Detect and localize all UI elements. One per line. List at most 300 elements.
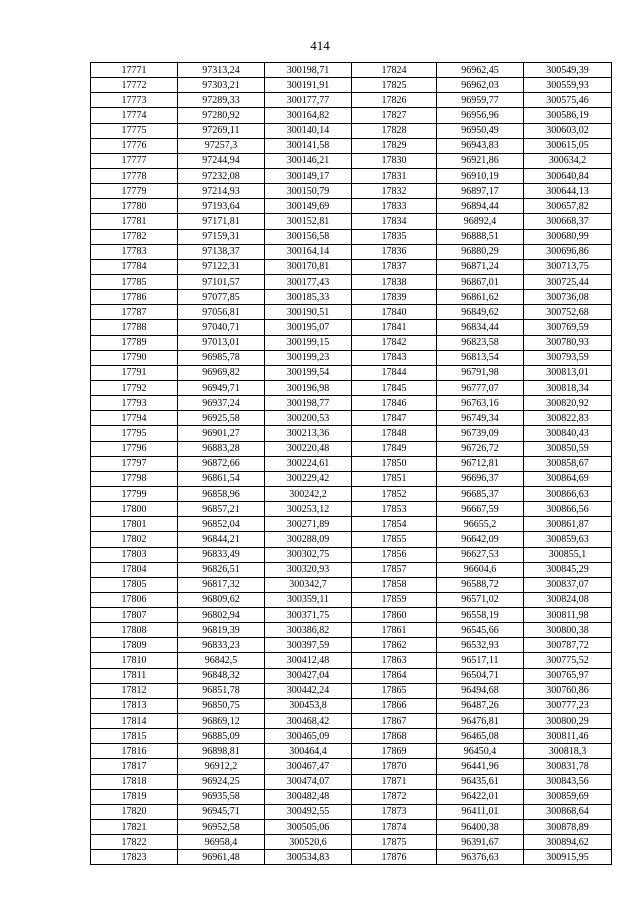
table-row xyxy=(91,486,612,501)
table-row xyxy=(91,577,612,592)
x-coordinate-cell: 96858,96 xyxy=(178,486,265,501)
point-id-cell: 17847 xyxy=(352,411,437,426)
point-id-cell: 17871 xyxy=(352,774,437,789)
x-coordinate-cell: 96850,75 xyxy=(178,698,265,713)
point-id-cell: 17790 xyxy=(91,350,178,365)
y-coordinate-cell: 300156,58 xyxy=(265,229,352,244)
x-coordinate-cell: 96400,38 xyxy=(437,820,524,835)
x-coordinate-cell: 96604,6 xyxy=(437,562,524,577)
x-coordinate-cell: 96749,34 xyxy=(437,411,524,426)
point-id-cell: 17837 xyxy=(352,259,437,274)
x-coordinate-cell: 96655,2 xyxy=(437,517,524,532)
table-row xyxy=(91,229,612,244)
point-id-cell: 17842 xyxy=(352,335,437,350)
x-coordinate-cell: 96897,17 xyxy=(437,184,524,199)
table-row xyxy=(91,820,612,835)
x-coordinate-cell: 96950,49 xyxy=(437,123,524,138)
point-id-cell: 17873 xyxy=(352,804,437,819)
point-id-cell: 17870 xyxy=(352,759,437,774)
y-coordinate-cell: 300775,52 xyxy=(524,653,612,668)
point-id-cell: 17789 xyxy=(91,335,178,350)
x-coordinate-cell: 96962,03 xyxy=(437,78,524,93)
x-coordinate-cell: 96777,07 xyxy=(437,380,524,395)
y-coordinate-cell: 300845,29 xyxy=(524,562,612,577)
table-row xyxy=(91,78,612,93)
y-coordinate-cell: 300271,89 xyxy=(265,517,352,532)
x-coordinate-cell: 96376,63 xyxy=(437,850,524,865)
y-coordinate-cell: 300191,91 xyxy=(265,78,352,93)
x-coordinate-cell: 96888,51 xyxy=(437,229,524,244)
x-coordinate-cell: 96852,04 xyxy=(178,517,265,532)
table-row xyxy=(91,63,612,78)
point-id-cell: 17807 xyxy=(91,608,178,623)
point-id-cell: 17874 xyxy=(352,820,437,835)
point-id-cell: 17862 xyxy=(352,638,437,653)
point-id-cell: 17818 xyxy=(91,774,178,789)
x-coordinate-cell: 96883,28 xyxy=(178,441,265,456)
y-coordinate-cell: 300371,75 xyxy=(265,608,352,623)
x-coordinate-cell: 96834,44 xyxy=(437,320,524,335)
y-coordinate-cell: 300359,11 xyxy=(265,592,352,607)
y-coordinate-cell: 300150,79 xyxy=(265,184,352,199)
y-coordinate-cell: 300302,75 xyxy=(265,547,352,562)
y-coordinate-cell: 300164,14 xyxy=(265,244,352,259)
y-coordinate-cell: 300696,86 xyxy=(524,244,612,259)
table-row xyxy=(91,380,612,395)
point-id-cell: 17836 xyxy=(352,244,437,259)
y-coordinate-cell: 300855,1 xyxy=(524,547,612,562)
point-id-cell: 17783 xyxy=(91,244,178,259)
y-coordinate-cell: 300615,05 xyxy=(524,138,612,153)
x-coordinate-cell: 96842,5 xyxy=(178,653,265,668)
x-coordinate-cell: 96809,62 xyxy=(178,592,265,607)
page-number: 414 xyxy=(310,38,330,53)
x-coordinate-cell: 96642,09 xyxy=(437,532,524,547)
x-coordinate-cell: 97257,3 xyxy=(178,138,265,153)
x-coordinate-cell: 96901,27 xyxy=(178,426,265,441)
x-coordinate-cell: 96819,39 xyxy=(178,623,265,638)
table-row xyxy=(91,259,612,274)
x-coordinate-cell: 96844,21 xyxy=(178,532,265,547)
x-coordinate-cell: 96943,83 xyxy=(437,138,524,153)
x-coordinate-cell: 96685,37 xyxy=(437,486,524,501)
x-coordinate-cell: 96959,77 xyxy=(437,93,524,108)
y-coordinate-cell: 300850,59 xyxy=(524,441,612,456)
point-id-cell: 17819 xyxy=(91,789,178,804)
point-id-cell: 17815 xyxy=(91,729,178,744)
y-coordinate-cell: 300818,3 xyxy=(524,744,612,759)
point-id-cell: 17778 xyxy=(91,168,178,183)
point-id-cell: 17811 xyxy=(91,668,178,683)
point-id-cell: 17867 xyxy=(352,714,437,729)
point-id-cell: 17861 xyxy=(352,623,437,638)
point-id-cell: 17829 xyxy=(352,138,437,153)
x-coordinate-cell: 96450,4 xyxy=(437,744,524,759)
point-id-cell: 17822 xyxy=(91,835,178,850)
y-coordinate-cell: 300220,48 xyxy=(265,441,352,456)
x-coordinate-cell: 96435,61 xyxy=(437,774,524,789)
x-coordinate-cell: 97138,37 xyxy=(178,244,265,259)
y-coordinate-cell: 300831,78 xyxy=(524,759,612,774)
y-coordinate-cell: 300196,98 xyxy=(265,380,352,395)
y-coordinate-cell: 300141,58 xyxy=(265,138,352,153)
y-coordinate-cell: 300253,12 xyxy=(265,502,352,517)
x-coordinate-cell: 96802,94 xyxy=(178,608,265,623)
y-coordinate-cell: 300859,69 xyxy=(524,789,612,804)
table-row xyxy=(91,441,612,456)
point-id-cell: 17875 xyxy=(352,835,437,850)
y-coordinate-cell: 300170,81 xyxy=(265,259,352,274)
point-id-cell: 17780 xyxy=(91,199,178,214)
y-coordinate-cell: 300843,56 xyxy=(524,774,612,789)
x-coordinate-cell: 96826,51 xyxy=(178,562,265,577)
x-coordinate-cell: 96504,71 xyxy=(437,668,524,683)
x-coordinate-cell: 96823,58 xyxy=(437,335,524,350)
y-coordinate-cell: 300822,83 xyxy=(524,411,612,426)
y-coordinate-cell: 300467,47 xyxy=(265,759,352,774)
y-coordinate-cell: 300861,87 xyxy=(524,517,612,532)
x-coordinate-cell: 96861,62 xyxy=(437,290,524,305)
x-coordinate-cell: 96961,48 xyxy=(178,850,265,865)
y-coordinate-cell: 300534,83 xyxy=(265,850,352,865)
y-coordinate-cell: 300505,06 xyxy=(265,820,352,835)
table-row xyxy=(91,608,612,623)
point-id-cell: 17816 xyxy=(91,744,178,759)
table-row xyxy=(91,850,612,865)
point-id-cell: 17859 xyxy=(352,592,437,607)
table-row xyxy=(91,426,612,441)
y-coordinate-cell: 300725,44 xyxy=(524,274,612,289)
y-coordinate-cell: 300752,68 xyxy=(524,305,612,320)
y-coordinate-cell: 300736,08 xyxy=(524,290,612,305)
y-coordinate-cell: 300149,17 xyxy=(265,168,352,183)
y-coordinate-cell: 300780,93 xyxy=(524,335,612,350)
y-coordinate-cell: 300818,34 xyxy=(524,380,612,395)
table-row xyxy=(91,93,612,108)
point-id-cell: 17825 xyxy=(352,78,437,93)
point-id-cell: 17803 xyxy=(91,547,178,562)
x-coordinate-cell: 97244,94 xyxy=(178,153,265,168)
x-coordinate-cell: 96935,58 xyxy=(178,789,265,804)
y-coordinate-cell: 300840,43 xyxy=(524,426,612,441)
point-id-cell: 17850 xyxy=(352,456,437,471)
y-coordinate-cell: 300713,75 xyxy=(524,259,612,274)
y-coordinate-cell: 300866,56 xyxy=(524,502,612,517)
table-row xyxy=(91,714,612,729)
x-coordinate-cell: 96958,4 xyxy=(178,835,265,850)
y-coordinate-cell: 300634,2 xyxy=(524,153,612,168)
table-row xyxy=(91,350,612,365)
y-coordinate-cell: 300549,39 xyxy=(524,63,612,78)
point-id-cell: 17786 xyxy=(91,290,178,305)
point-id-cell: 17854 xyxy=(352,517,437,532)
table-row xyxy=(91,456,612,471)
y-coordinate-cell: 300427,04 xyxy=(265,668,352,683)
table-row xyxy=(91,835,612,850)
x-coordinate-cell: 96885,09 xyxy=(178,729,265,744)
y-coordinate-cell: 300864,69 xyxy=(524,471,612,486)
y-coordinate-cell: 300760,86 xyxy=(524,683,612,698)
x-coordinate-cell: 97101,57 xyxy=(178,274,265,289)
x-coordinate-cell: 96921,86 xyxy=(437,153,524,168)
point-id-cell: 17810 xyxy=(91,653,178,668)
coordinates-table xyxy=(90,62,612,865)
y-coordinate-cell: 300800,38 xyxy=(524,623,612,638)
x-coordinate-cell: 97193,64 xyxy=(178,199,265,214)
x-coordinate-cell: 96517,11 xyxy=(437,653,524,668)
point-id-cell: 17869 xyxy=(352,744,437,759)
point-id-cell: 17773 xyxy=(91,93,178,108)
point-id-cell: 17820 xyxy=(91,804,178,819)
point-id-cell: 17858 xyxy=(352,577,437,592)
point-id-cell: 17802 xyxy=(91,532,178,547)
x-coordinate-cell: 96969,82 xyxy=(178,365,265,380)
x-coordinate-cell: 96739,09 xyxy=(437,426,524,441)
x-coordinate-cell: 96763,16 xyxy=(437,396,524,411)
point-id-cell: 17788 xyxy=(91,320,178,335)
table-row xyxy=(91,153,612,168)
y-coordinate-cell: 300397,59 xyxy=(265,638,352,653)
y-coordinate-cell: 300199,54 xyxy=(265,365,352,380)
x-coordinate-cell: 96861,54 xyxy=(178,471,265,486)
y-coordinate-cell: 300288,09 xyxy=(265,532,352,547)
y-coordinate-cell: 300342,7 xyxy=(265,577,352,592)
table-row xyxy=(91,123,612,138)
y-coordinate-cell: 300680,99 xyxy=(524,229,612,244)
point-id-cell: 17794 xyxy=(91,411,178,426)
point-id-cell: 17823 xyxy=(91,850,178,865)
x-coordinate-cell: 96558,19 xyxy=(437,608,524,623)
y-coordinate-cell: 300190,51 xyxy=(265,305,352,320)
table-row xyxy=(91,305,612,320)
y-coordinate-cell: 300177,77 xyxy=(265,93,352,108)
y-coordinate-cell: 300866,63 xyxy=(524,486,612,501)
point-id-cell: 17812 xyxy=(91,683,178,698)
x-coordinate-cell: 96894,44 xyxy=(437,199,524,214)
x-coordinate-cell: 96910,19 xyxy=(437,168,524,183)
y-coordinate-cell: 300837,07 xyxy=(524,577,612,592)
y-coordinate-cell: 300657,82 xyxy=(524,199,612,214)
point-id-cell: 17804 xyxy=(91,562,178,577)
x-coordinate-cell: 96465,08 xyxy=(437,729,524,744)
y-coordinate-cell: 300213,36 xyxy=(265,426,352,441)
point-id-cell: 17846 xyxy=(352,396,437,411)
y-coordinate-cell: 300140,14 xyxy=(265,123,352,138)
x-coordinate-cell: 96867,01 xyxy=(437,274,524,289)
y-coordinate-cell: 300813,01 xyxy=(524,365,612,380)
x-coordinate-cell: 96848,32 xyxy=(178,668,265,683)
point-id-cell: 17845 xyxy=(352,380,437,395)
table-row xyxy=(91,759,612,774)
point-id-cell: 17832 xyxy=(352,184,437,199)
x-coordinate-cell: 96857,21 xyxy=(178,502,265,517)
table-row xyxy=(91,789,612,804)
point-id-cell: 17817 xyxy=(91,759,178,774)
point-id-cell: 17805 xyxy=(91,577,178,592)
y-coordinate-cell: 300811,98 xyxy=(524,608,612,623)
point-id-cell: 17801 xyxy=(91,517,178,532)
table-row xyxy=(91,623,612,638)
x-coordinate-cell: 97280,92 xyxy=(178,108,265,123)
x-coordinate-cell: 96869,12 xyxy=(178,714,265,729)
point-id-cell: 17814 xyxy=(91,714,178,729)
y-coordinate-cell: 300146,21 xyxy=(265,153,352,168)
point-id-cell: 17872 xyxy=(352,789,437,804)
table-row xyxy=(91,638,612,653)
point-id-cell: 17857 xyxy=(352,562,437,577)
x-coordinate-cell: 97171,81 xyxy=(178,214,265,229)
x-coordinate-cell: 96726,72 xyxy=(437,441,524,456)
point-id-cell: 17833 xyxy=(352,199,437,214)
x-coordinate-cell: 97159,31 xyxy=(178,229,265,244)
x-coordinate-cell: 96880,29 xyxy=(437,244,524,259)
x-coordinate-cell: 96898,81 xyxy=(178,744,265,759)
x-coordinate-cell: 96494,68 xyxy=(437,683,524,698)
point-id-cell: 17782 xyxy=(91,229,178,244)
point-id-cell: 17827 xyxy=(352,108,437,123)
x-coordinate-cell: 96667,59 xyxy=(437,502,524,517)
point-id-cell: 17844 xyxy=(352,365,437,380)
point-id-cell: 17776 xyxy=(91,138,178,153)
table-row xyxy=(91,547,612,562)
x-coordinate-cell: 96872,66 xyxy=(178,456,265,471)
table-row xyxy=(91,668,612,683)
coordinates-table-body xyxy=(91,63,612,865)
table-row xyxy=(91,320,612,335)
point-id-cell: 17835 xyxy=(352,229,437,244)
x-coordinate-cell: 96476,81 xyxy=(437,714,524,729)
point-id-cell: 17787 xyxy=(91,305,178,320)
table-row xyxy=(91,698,612,713)
y-coordinate-cell: 300640,84 xyxy=(524,168,612,183)
table-row xyxy=(91,244,612,259)
y-coordinate-cell: 300149,69 xyxy=(265,199,352,214)
point-id-cell: 17821 xyxy=(91,820,178,835)
table-row xyxy=(91,744,612,759)
y-coordinate-cell: 300198,77 xyxy=(265,396,352,411)
point-id-cell: 17856 xyxy=(352,547,437,562)
point-id-cell: 17826 xyxy=(352,93,437,108)
point-id-cell: 17795 xyxy=(91,426,178,441)
point-id-cell: 17799 xyxy=(91,486,178,501)
table-row xyxy=(91,532,612,547)
table-row xyxy=(91,729,612,744)
point-id-cell: 17798 xyxy=(91,471,178,486)
table-row xyxy=(91,683,612,698)
x-coordinate-cell: 96696,37 xyxy=(437,471,524,486)
x-coordinate-cell: 97122,31 xyxy=(178,259,265,274)
y-coordinate-cell: 300195,07 xyxy=(265,320,352,335)
x-coordinate-cell: 96924,25 xyxy=(178,774,265,789)
y-coordinate-cell: 300859,63 xyxy=(524,532,612,547)
table-row xyxy=(91,396,612,411)
y-coordinate-cell: 300824,08 xyxy=(524,592,612,607)
x-coordinate-cell: 96962,45 xyxy=(437,63,524,78)
y-coordinate-cell: 300575,46 xyxy=(524,93,612,108)
point-id-cell: 17806 xyxy=(91,592,178,607)
y-coordinate-cell: 300811,46 xyxy=(524,729,612,744)
y-coordinate-cell: 300644,13 xyxy=(524,184,612,199)
x-coordinate-cell: 97056,81 xyxy=(178,305,265,320)
x-coordinate-cell: 96945,71 xyxy=(178,804,265,819)
x-coordinate-cell: 96952,58 xyxy=(178,820,265,835)
table-row xyxy=(91,653,612,668)
x-coordinate-cell: 96391,67 xyxy=(437,835,524,850)
x-coordinate-cell: 97040,71 xyxy=(178,320,265,335)
point-id-cell: 17830 xyxy=(352,153,437,168)
table-row xyxy=(91,562,612,577)
point-id-cell: 17843 xyxy=(352,350,437,365)
x-coordinate-cell: 96849,62 xyxy=(437,305,524,320)
x-coordinate-cell: 96712,81 xyxy=(437,456,524,471)
point-id-cell: 17775 xyxy=(91,123,178,138)
table-row xyxy=(91,471,612,486)
x-coordinate-cell: 96487,26 xyxy=(437,698,524,713)
x-coordinate-cell: 96833,49 xyxy=(178,547,265,562)
y-coordinate-cell: 300520,6 xyxy=(265,835,352,850)
x-coordinate-cell: 97269,11 xyxy=(178,123,265,138)
y-coordinate-cell: 300468,42 xyxy=(265,714,352,729)
x-coordinate-cell: 96985,78 xyxy=(178,350,265,365)
point-id-cell: 17831 xyxy=(352,168,437,183)
y-coordinate-cell: 300386,82 xyxy=(265,623,352,638)
point-id-cell: 17868 xyxy=(352,729,437,744)
point-id-cell: 17834 xyxy=(352,214,437,229)
y-coordinate-cell: 300858,67 xyxy=(524,456,612,471)
point-id-cell: 17781 xyxy=(91,214,178,229)
x-coordinate-cell: 96411,01 xyxy=(437,804,524,819)
point-id-cell: 17824 xyxy=(352,63,437,78)
point-id-cell: 17848 xyxy=(352,426,437,441)
point-id-cell: 17876 xyxy=(352,850,437,865)
table-row xyxy=(91,274,612,289)
table-row xyxy=(91,335,612,350)
y-coordinate-cell: 300586,19 xyxy=(524,108,612,123)
table-row xyxy=(91,774,612,789)
point-id-cell: 17774 xyxy=(91,108,178,123)
y-coordinate-cell: 300453,8 xyxy=(265,698,352,713)
y-coordinate-cell: 300320,93 xyxy=(265,562,352,577)
point-id-cell: 17864 xyxy=(352,668,437,683)
x-coordinate-cell: 97214,93 xyxy=(178,184,265,199)
y-coordinate-cell: 300894,62 xyxy=(524,835,612,850)
y-coordinate-cell: 300242,2 xyxy=(265,486,352,501)
y-coordinate-cell: 300559,93 xyxy=(524,78,612,93)
y-coordinate-cell: 300199,15 xyxy=(265,335,352,350)
table-row xyxy=(91,517,612,532)
table-row xyxy=(91,411,612,426)
x-coordinate-cell: 96545,66 xyxy=(437,623,524,638)
y-coordinate-cell: 300482,48 xyxy=(265,789,352,804)
y-coordinate-cell: 300603,02 xyxy=(524,123,612,138)
x-coordinate-cell: 96422,01 xyxy=(437,789,524,804)
y-coordinate-cell: 300465,09 xyxy=(265,729,352,744)
point-id-cell: 17771 xyxy=(91,63,178,78)
point-id-cell: 17797 xyxy=(91,456,178,471)
y-coordinate-cell: 300152,81 xyxy=(265,214,352,229)
point-id-cell: 17792 xyxy=(91,380,178,395)
y-coordinate-cell: 300200,53 xyxy=(265,411,352,426)
point-id-cell: 17852 xyxy=(352,486,437,501)
table-row xyxy=(91,108,612,123)
y-coordinate-cell: 300777,23 xyxy=(524,698,612,713)
table-row xyxy=(91,365,612,380)
y-coordinate-cell: 300464,4 xyxy=(265,744,352,759)
y-coordinate-cell: 300224,61 xyxy=(265,456,352,471)
x-coordinate-cell: 96571,02 xyxy=(437,592,524,607)
point-id-cell: 17853 xyxy=(352,502,437,517)
y-coordinate-cell: 300868,64 xyxy=(524,804,612,819)
